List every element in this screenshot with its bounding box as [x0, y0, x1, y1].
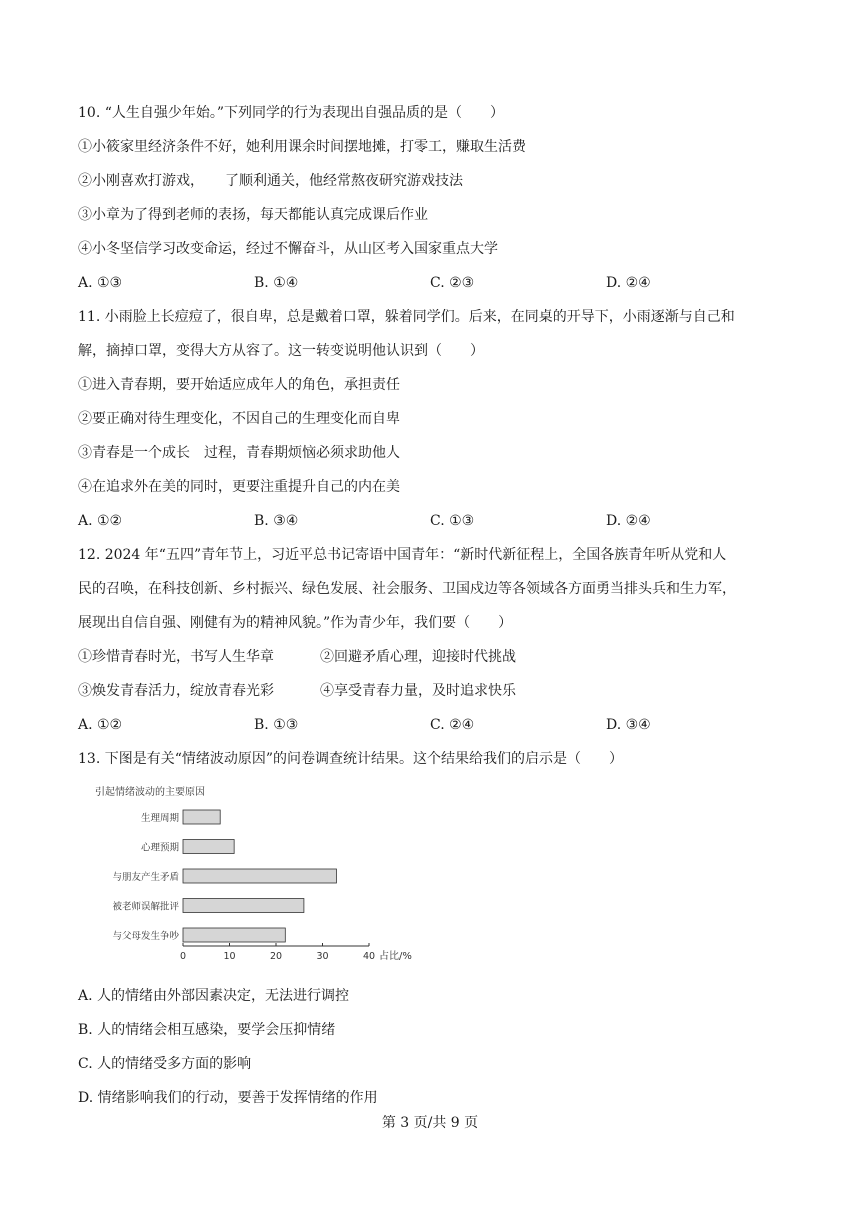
chart-bar	[183, 869, 336, 883]
q11-option-a: A. ①②	[78, 513, 123, 529]
q13-option-c: C. 人的情绪受多方面的影响	[78, 1056, 252, 1072]
q12-item-4: ④享受青春力量，及时追求快乐	[320, 683, 516, 699]
q10-item-1: ①小筱家里经济条件不好，她利用课余时间摆地摊，打零工，赚取生活费	[78, 139, 526, 155]
chart-x-axis-label: 占比/%	[379, 951, 412, 962]
chart-title: 引起情绪波动的主要原因	[95, 787, 205, 798]
q10-option-b: B. ①④	[254, 275, 299, 291]
q11-stem-line2: 解，摘掉口罩，变得大方从容了。这一转变说明他认识到（ ）	[78, 343, 484, 359]
q10-option-d: D. ②④	[606, 275, 651, 291]
q13-option-a: A. 人的情绪由外部因素决定，无法进行调控	[78, 988, 350, 1004]
q12-option-b: B. ①③	[254, 717, 299, 733]
q10-stem: 10. “人生自强少年始。”下列同学的行为表现出自强品质的是（ ）	[78, 105, 505, 121]
q12-item-1: ①珍惜青春时光，书写人生华章	[78, 649, 274, 665]
q11-option-c: C. ①③	[430, 513, 475, 529]
q11-item-4: ④在追求外在美的同时，更要注重提升自己的内在美	[78, 479, 400, 495]
q13-stem: 13. 下图是有关“情绪波动原因”的问卷调查统计结果。这个结果给我们的启示是（ ）	[78, 751, 624, 767]
chart-tick-label: 30	[316, 951, 329, 962]
q10-option-c: C. ②③	[430, 275, 475, 291]
chart-bar	[183, 928, 285, 942]
q11-item-3: ③青春是一个成长 过程，青春期烦恼必须求助他人	[78, 445, 400, 461]
q11-item-2: ②要正确对待生理变化，不因自己的生理变化而自卑	[78, 411, 400, 427]
q11-option-d: D. ②④	[606, 513, 651, 529]
chart-category-label: 生理周期	[140, 813, 179, 824]
q12-option-a: A. ①②	[78, 717, 123, 733]
q12-option-d: D. ③④	[606, 717, 651, 733]
q12-item-3: ③焕发青春活力，绽放青春光彩	[78, 683, 274, 699]
q11-item-1: ①进入青春期，要开始适应成年人的角色，承担责任	[78, 377, 400, 393]
chart-tick-label: 20	[269, 951, 283, 962]
chart-category-label: 与父母发生争吵	[112, 931, 179, 942]
chart-bar	[183, 840, 234, 854]
q13-option-d: D. 情绪影响我们的行动，要善于发挥情绪的作用	[78, 1090, 378, 1106]
chart-category-label: 心理预期	[140, 842, 179, 854]
chart-category-label: 被老师误解批评	[112, 901, 179, 913]
q11-option-b: B. ③④	[254, 513, 299, 529]
q11-stem-line1: 11. 小雨脸上长痘痘了，很自卑，总是戴着口罩，躲着同学们。后来，在同桌的开导下，小雨逐渐与自己和	[78, 309, 735, 325]
chart-category-label: 与朋友产生矛盾	[112, 872, 179, 883]
q12-stem-line1: 12. 2024 年“五四”青年节上，习近平总书记寄语中国青年：“新时代新征程上，全国各族青年听从党和人	[78, 547, 727, 563]
page-footer: 第 3 页/共 9 页	[381, 1115, 479, 1131]
chart-bar	[183, 899, 304, 913]
q12-stem-line3: 展现出自信自强、刚健有为的精神风貌。”作为青少年，我们要（ ）	[78, 615, 513, 631]
chart-bar	[183, 810, 220, 824]
q10-item-3: ③小章为了得到老师的表扬，每天都能认真完成课后作业	[78, 207, 428, 223]
chart-tick-label: 10	[223, 951, 236, 962]
chart-tick-label: 40	[362, 951, 376, 962]
emotion-cause-bar-chart	[95, 780, 425, 970]
q12-option-c: C. ②④	[430, 717, 475, 733]
q10-item-2: ②小刚喜欢打游戏， 了顺利通关，他经常熬夜研究游戏技法	[78, 173, 463, 189]
chart-tick-label: 0	[179, 951, 187, 962]
q12-item-2: ②回避矛盾心理，迎接时代挑战	[320, 649, 516, 665]
q12-stem-line2: 民的召唤，在科技创新、乡村振兴、绿色发展、社会服务、卫国戍边等各领域各方面勇当排头兵和生力军，	[78, 581, 736, 597]
q10-option-a: A. ①③	[78, 275, 123, 291]
q13-option-b: B. 人的情绪会相互感染，要学会压抑情绪	[78, 1022, 336, 1038]
q10-item-4: ④小冬坚信学习改变命运，经过不懈奋斗，从山区考入国家重点大学	[78, 241, 498, 257]
